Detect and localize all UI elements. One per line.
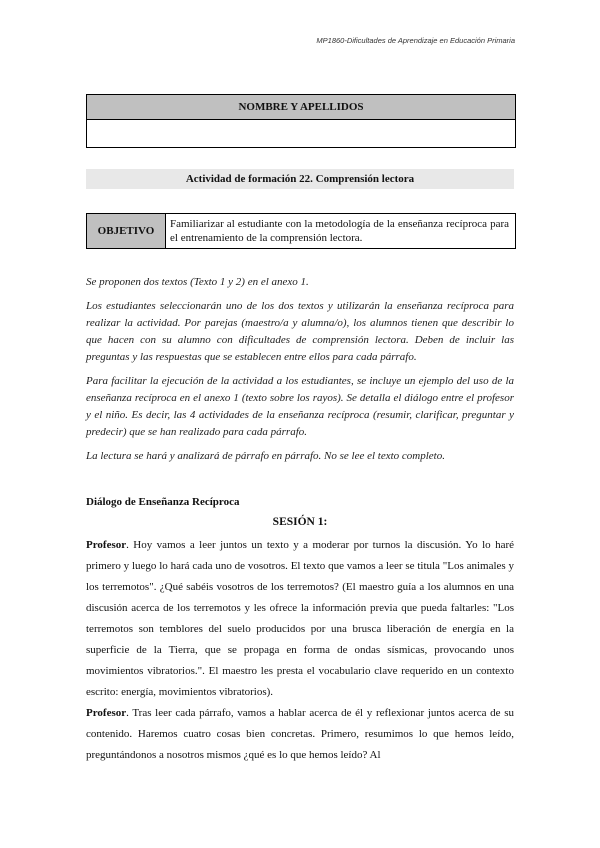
speaker-label: Profesor [86,539,127,551]
instruction-paragraph: Para facilitar la ejecución de la actividad a los estudiantes, se incluye un ejemplo del uso de la enseñanza recíproca en el anexo 1 (texto sobre los rayos). Se detalla el diálogo entre el profesor y el niño. Es decir, las 4 actividades de la enseñanza recíproca (resumir, clarificar, preguntar y predecir) que se han realizado para cada párrafo. [86,375,514,438]
speaker-label: Profesor [86,707,127,719]
dialog-body [86,535,514,766]
instruction-paragraph: La lectura se hará y analizará de párrafo en párrafo. No se lee el texto completo. [86,450,445,462]
course-header: MP1860-Dificultades de Aprendizaje en Educación Primaria [316,36,515,45]
objective-label: OBJETIVO [87,214,166,248]
turn-text: . Tras leer cada párrafo, vamos a hablar acerca de él y reflexionar juntos acerca de su contenido. Haremos cuatro cosas bien concretas. Primero, resumimos lo que hemos leído, preguntándonos a nosotros mismos ¿qué es lo que hemos leído? Al [86,707,514,761]
dialog-turn [86,703,514,766]
turn-text: . Hoy vamos a leer juntos un texto y a moderar por turnos la discusión. Yo lo haré primero y luego lo hará cada uno de vosotros. El texto que vamos a leer se titula "Los animales y los terremotos". ¿Qué sabéis vosotros de los terremotos? (El maestro guía a los alumnos en una discusión acerca de los terremotos y les ofrece la información previa que pueda faltarles: "Los terremotos son temblores del suelo producidos por una brusca liberación de energía en la superficie de la Tierra, que se propaga en forma de ondas sísmicas, provocando unos movimientos vibratorios.". El maestro les presta el vocabulario clave requerido en un contexto escrito: energía, movimientos vibratorios). [86,539,514,698]
instruction-paragraph: Se proponen dos textos (Texto 1 y 2) en el anexo 1. [86,276,309,288]
instructions [86,274,514,472]
name-table [86,94,516,148]
name-input-cell[interactable] [87,120,515,147]
dialog-title: Diálogo de Enseñanza Recíproca [86,496,240,508]
objective-table [86,213,516,249]
instruction-paragraph: Los estudiantes seleccionarán uno de los dos textos y utilizarán la enseñanza recíproca para realizar la actividad. Por parejas (maestro/a y alumna/o), los alumnos tienen que describir lo que hacen con su alumno con dificultades de comprensión lectora. Deben de incluir las preguntas y las respuestas que se establecen entre ellos para cada párrafo. [86,300,514,363]
activity-title: Actividad de formación 22. Comprensión lectora [86,169,514,189]
objective-text: Familiarizar al estudiante con la metodología de la enseñanza recíproca para el entrenamiento de la comprensión lectora. [170,218,509,244]
session-title: SESIÓN 1: [272,516,328,528]
dialog-turn [86,535,514,703]
name-table-title: NOMBRE Y APELLIDOS [87,95,515,120]
